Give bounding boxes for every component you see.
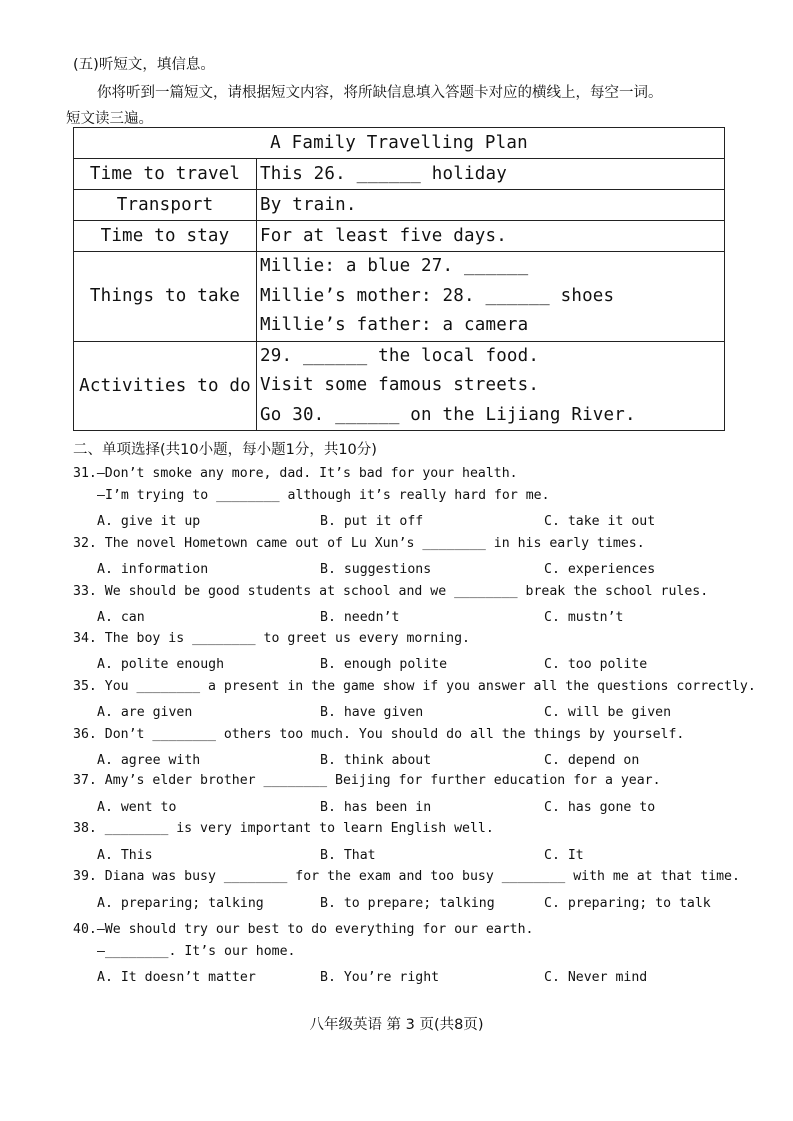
- option-a: A. can: [97, 610, 145, 625]
- option-c: C. will be given: [544, 705, 672, 720]
- option-c: C. has gone to: [544, 800, 656, 815]
- section-heading: 二、单项选择(共10小题，每小题1分，共10分): [73, 442, 377, 458]
- option-b: B. suggestions: [320, 562, 432, 577]
- row-label: Activities to do: [74, 341, 257, 431]
- option-a: A. This: [97, 848, 153, 863]
- row-value-line: Millie’s mother: 28. ______ shoes: [260, 285, 615, 306]
- option-a: A. went to: [97, 800, 177, 815]
- option-b: B. to prepare; talking: [320, 896, 495, 911]
- option-a: A. It doesn’t matter: [97, 970, 256, 985]
- table-title: A Family Travelling Plan: [74, 128, 725, 159]
- question-stem: 34. The boy is ________ to greet us every morning.: [73, 631, 470, 646]
- question-stem: 40.—We should try our best to do everything for our earth.: [73, 922, 534, 937]
- question-stem: 39. Diana was busy ________ for the exam and too busy ________ with me at that time.: [73, 869, 740, 884]
- question-stem: 33. We should be good students at school and we ________ break the school rules.: [73, 584, 709, 599]
- row-value-line: 29. ______ the local food.: [260, 345, 540, 366]
- table-row: [74, 221, 725, 252]
- option-a: A. polite enough: [97, 657, 225, 672]
- option-c: C. too polite: [544, 657, 648, 672]
- option-b: B. put it off: [320, 514, 424, 529]
- question-stem: 35. You ________ a present in the game show if you answer all the questions correctly.: [73, 679, 756, 694]
- option-a: A. information: [97, 562, 209, 577]
- option-b: B. have given: [320, 705, 424, 720]
- question-stem: 37. Amy’s elder brother ________ Beijing for further education for a year.: [73, 773, 661, 788]
- row-value: This 26. ______ holiday: [257, 159, 725, 190]
- row-value-line: Visit some famous streets.: [260, 375, 540, 395]
- travel-plan-table: [73, 127, 725, 431]
- question-stem: 32. The novel Hometown came out of Lu Xun’s ________ in his early times.: [73, 536, 645, 551]
- row-value-line: Millie: a blue 27. ______: [260, 256, 529, 276]
- section-heading: (五)听短文，填信息。: [73, 57, 215, 73]
- question-stem-line: —________. It’s our home.: [97, 944, 296, 959]
- question-stem: 31.—Don’t smoke any more, dad. It’s bad for your health.: [73, 466, 518, 481]
- row-label: Time to stay: [74, 221, 257, 252]
- row-value-line: Go 30. ______ on the Lijiang River.: [260, 404, 636, 425]
- table-row: [74, 252, 725, 342]
- table-row: [74, 190, 725, 221]
- table-row: [74, 341, 725, 431]
- option-c: C. mustn’t: [544, 610, 624, 625]
- option-b: B. needn’t: [320, 610, 400, 625]
- option-b: B. has been in: [320, 800, 432, 815]
- page-footer: 八年级英语 第 3 页(共8页): [309, 1017, 484, 1033]
- instructions-line-1: 你将听到一篇短文，请根据短文内容，将所缺信息填入答题卡对应的横线上，每空一词。: [97, 85, 663, 101]
- row-value: By train.: [257, 190, 725, 221]
- question-stem: 36. Don’t ________ others too much. You should do all the things by yourself.: [73, 727, 685, 742]
- option-a: A. agree with: [97, 753, 201, 768]
- option-a: A. give it up: [97, 514, 201, 529]
- row-label: Things to take: [74, 252, 257, 342]
- table-row: [74, 159, 725, 190]
- row-label: Time to travel: [74, 159, 257, 190]
- row-value: For at least five days.: [257, 221, 725, 252]
- option-b: B. That: [320, 848, 376, 863]
- row-value: [257, 341, 725, 431]
- option-c: C. Never mind: [544, 970, 648, 985]
- row-label: Transport: [74, 190, 257, 221]
- row-value-line: Millie’s father: a camera: [260, 315, 529, 335]
- option-a: A. are given: [97, 705, 193, 720]
- option-c: C. It: [544, 848, 584, 863]
- instructions-line-2: 短文读三遍。: [66, 111, 153, 127]
- option-c: C. experiences: [544, 562, 656, 577]
- option-c: C. preparing; to talk: [544, 896, 711, 911]
- table-title-row: [74, 128, 725, 159]
- question-stem: 38. ________ is very important to learn English well.: [73, 821, 494, 836]
- option-c: C. depend on: [544, 753, 640, 768]
- option-a: A. preparing; talking: [97, 896, 264, 911]
- option-c: C. take it out: [544, 514, 656, 529]
- row-value: [257, 252, 725, 342]
- option-b: B. enough polite: [320, 657, 448, 672]
- option-b: B. You’re right: [320, 970, 440, 985]
- option-b: B. think about: [320, 753, 432, 768]
- question-stem-line: —I’m trying to ________ although it’s really hard for me.: [97, 488, 550, 503]
